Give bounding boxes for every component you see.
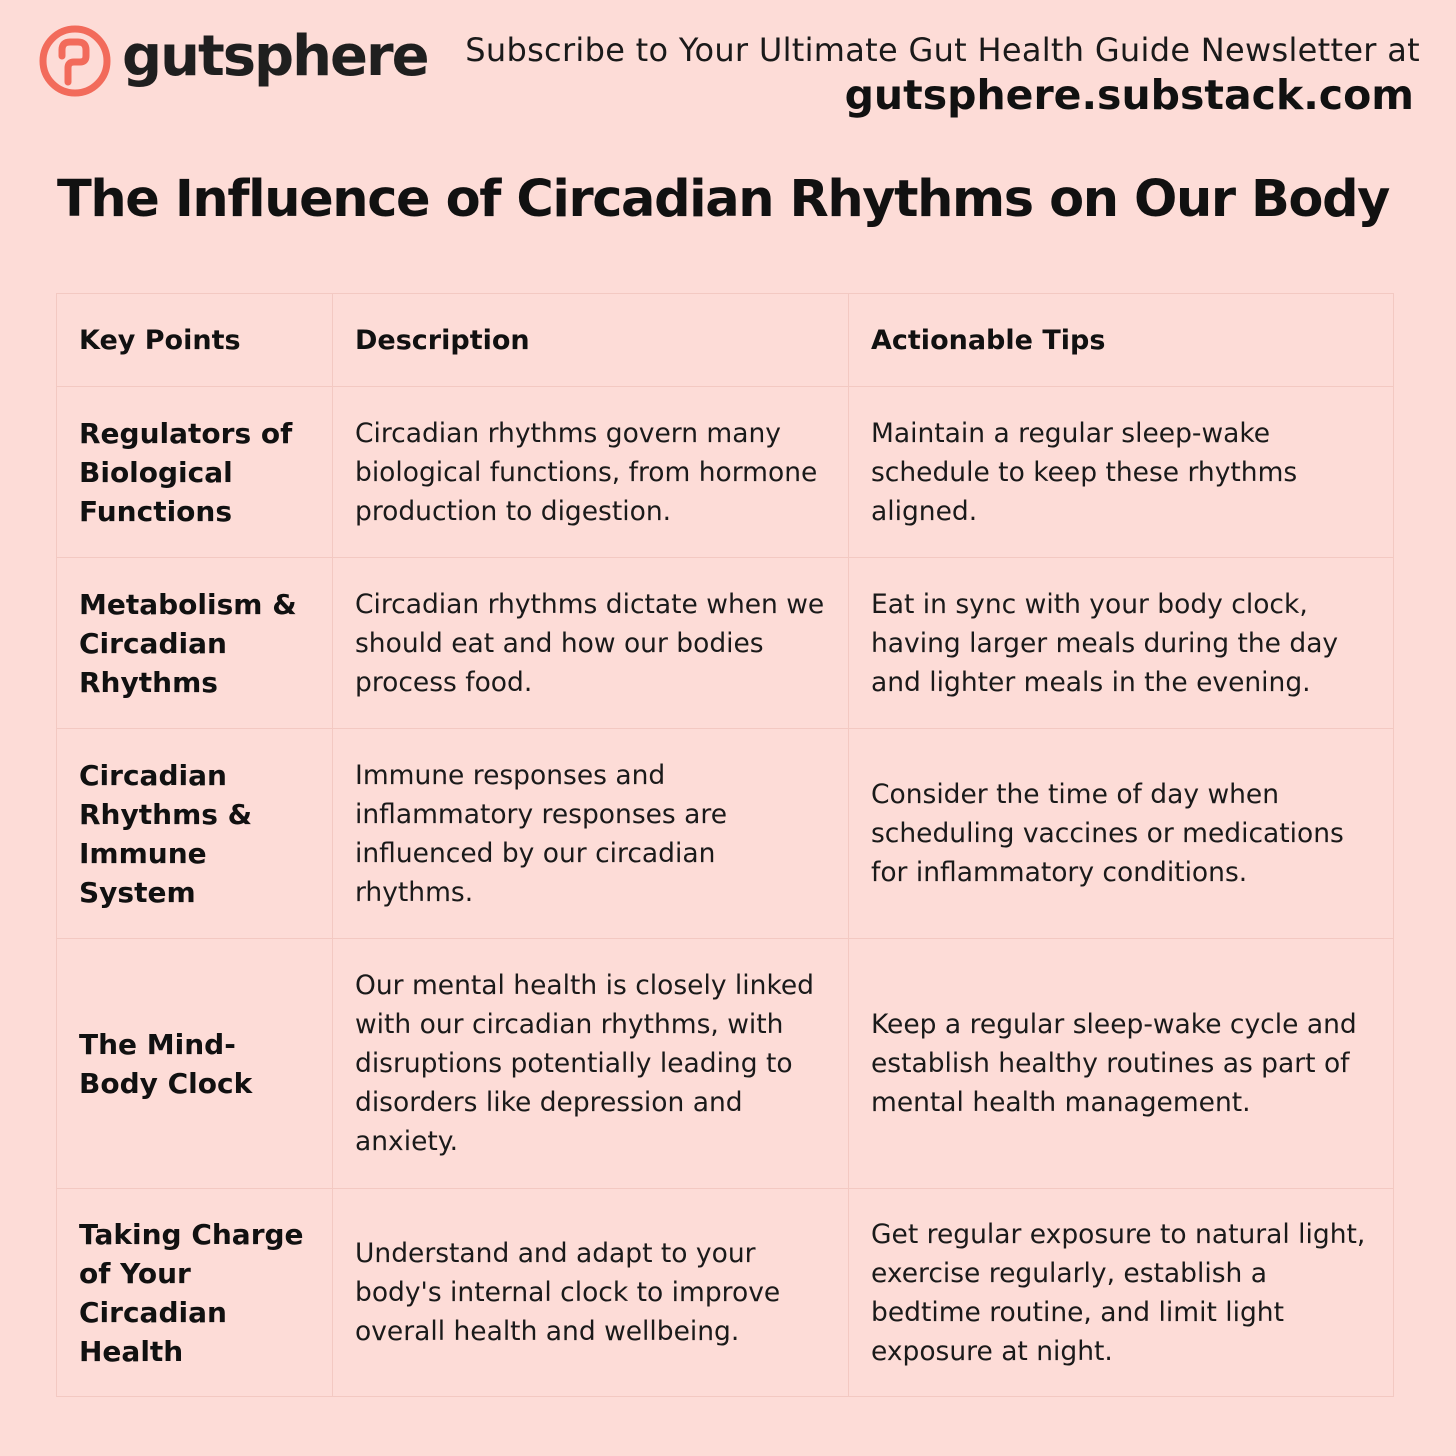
- key-point-cell: The Mind-Body Clock: [57, 939, 333, 1189]
- newsletter-url: gutsphere.substack.com: [844, 71, 1414, 119]
- tip-cell: Consider the time of day when scheduling vaccines or medications for inflammatory conditions.: [849, 729, 1394, 939]
- table-row: [57, 939, 1394, 1189]
- gut-logo-icon: [38, 24, 112, 98]
- description-cell: Immune responses and inflammatory responses are influenced by our circadian rhythms.: [333, 729, 849, 939]
- tip-cell: Keep a regular sleep-wake cycle and establish healthy routines as part of mental health management.: [849, 939, 1394, 1189]
- brand-logo: [38, 24, 428, 98]
- brand-name: gutsphere: [122, 24, 428, 89]
- description-cell: Circadian rhythms govern many biological functions, from hormone production to digestion.: [333, 387, 849, 558]
- column-header-actionable-tips: Actionable Tips: [849, 294, 1394, 387]
- tip-cell: Get regular exposure to natural light, exercise regularly, establish a bedtime routine, and limit light exposure at night.: [849, 1189, 1394, 1397]
- description-cell: Our mental health is closely linked with our circadian rhythms, with disruptions potentially leading to disorders like depression and anxiety.: [333, 939, 849, 1189]
- description-cell: Circadian rhythms dictate when we should eat and how our bodies process food.: [333, 558, 849, 729]
- tip-cell: Eat in sync with your body clock, having larger meals during the day and lighter meals in the evening.: [849, 558, 1394, 729]
- table-row: [57, 387, 1394, 558]
- key-point-cell: Metabolism & Circadian Rhythms: [57, 558, 333, 729]
- key-point-cell: Taking Charge of Your Circadian Health: [57, 1189, 333, 1397]
- column-header-description: Description: [333, 294, 849, 387]
- description-cell: Understand and adapt to your body's internal clock to improve overall health and wellbeing.: [333, 1189, 849, 1397]
- tip-cell: Maintain a regular sleep-wake schedule to keep these rhythms aligned.: [849, 387, 1394, 558]
- column-header-key-points: Key Points: [57, 294, 333, 387]
- table-row: [57, 729, 1394, 939]
- circadian-table: [56, 293, 1394, 1397]
- key-point-cell: Regulators of Biological Functions: [57, 387, 333, 558]
- subscribe-banner: [465, 30, 1420, 120]
- key-point-cell: Circadian Rhythms & Immune System: [57, 729, 333, 939]
- page-title: The Influence of Circadian Rhythms on Our Body: [57, 170, 1390, 229]
- table-header-row: [57, 294, 1394, 387]
- subscribe-text: Subscribe to Your Ultimate Gut Health Guide Newsletter at: [465, 31, 1420, 69]
- table-row: [57, 1189, 1394, 1397]
- table-row: [57, 558, 1394, 729]
